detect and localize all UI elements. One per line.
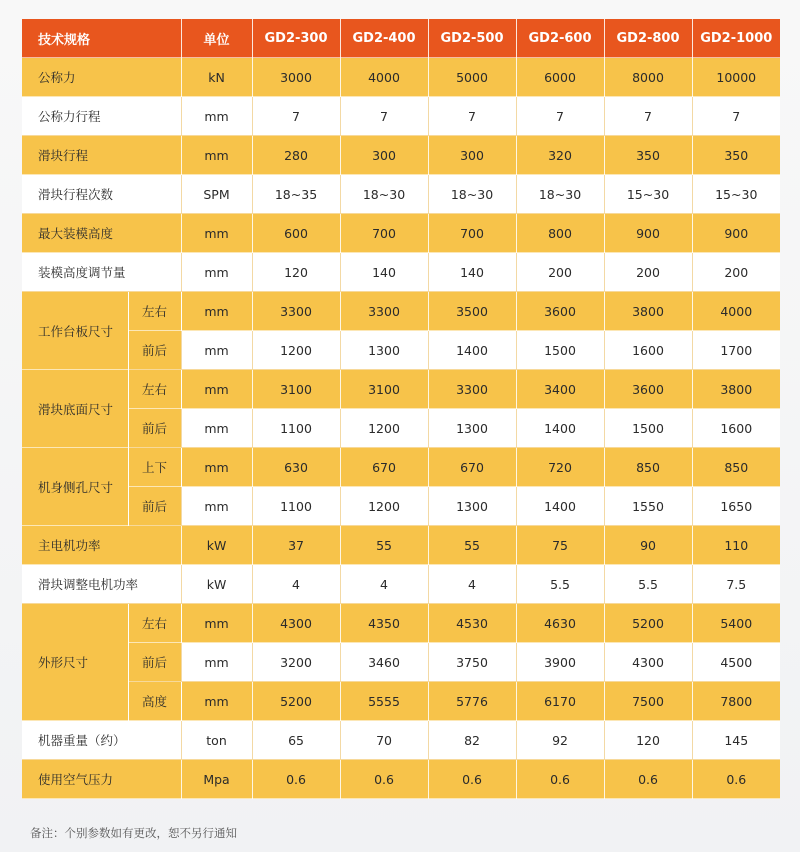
table-row: [22, 175, 780, 214]
value-cell: 3460: [340, 643, 428, 682]
value-cell: 3200: [252, 643, 340, 682]
row-unit: mm: [181, 292, 252, 331]
value-cell: 1500: [604, 409, 692, 448]
row-label: 使用空气压力: [22, 760, 181, 799]
value-cell: 1650: [692, 487, 780, 526]
row-unit: mm: [181, 253, 252, 292]
value-cell: 320: [516, 136, 604, 175]
row-unit: mm: [181, 331, 252, 370]
value-cell: 3600: [516, 292, 604, 331]
value-cell: 145: [692, 721, 780, 760]
row-label: 机器重量（约）: [22, 721, 181, 760]
value-cell: 4530: [428, 604, 516, 643]
row-label: 公称力行程: [22, 97, 181, 136]
value-cell: 1300: [428, 487, 516, 526]
table-row: [22, 409, 780, 448]
table-row: [22, 292, 780, 331]
value-cell: 670: [340, 448, 428, 487]
sub-label: 上下: [128, 448, 181, 487]
row-unit: kW: [181, 565, 252, 604]
value-cell: 7: [516, 97, 604, 136]
sub-label: 左右: [128, 604, 181, 643]
table-row: [22, 721, 780, 760]
footnote: 备注：个别参数如有更改，恕不另行通知: [30, 826, 237, 840]
value-cell: 15~30: [604, 175, 692, 214]
value-cell: 1600: [604, 331, 692, 370]
group-label: 工作台板尺寸: [22, 292, 128, 370]
value-cell: 4300: [252, 604, 340, 643]
row-unit: mm: [181, 487, 252, 526]
value-cell: 350: [692, 136, 780, 175]
sub-label: 高度: [128, 682, 181, 721]
value-cell: 5400: [692, 604, 780, 643]
row-unit: mm: [181, 448, 252, 487]
value-cell: 4630: [516, 604, 604, 643]
sub-label: 左右: [128, 370, 181, 409]
header-model: GD2-300: [252, 19, 340, 58]
table-row: [22, 487, 780, 526]
value-cell: 850: [604, 448, 692, 487]
table-row: [22, 565, 780, 604]
value-cell: 350: [604, 136, 692, 175]
value-cell: 6000: [516, 58, 604, 97]
header-unit: 单位: [181, 19, 252, 58]
sub-label: 前后: [128, 331, 181, 370]
value-cell: 37: [252, 526, 340, 565]
value-cell: 720: [516, 448, 604, 487]
row-unit: mm: [181, 604, 252, 643]
value-cell: 6170: [516, 682, 604, 721]
row-unit: mm: [181, 682, 252, 721]
row-label: 滑块行程次数: [22, 175, 181, 214]
value-cell: 4300: [604, 643, 692, 682]
value-cell: 18~30: [516, 175, 604, 214]
value-cell: 140: [340, 253, 428, 292]
value-cell: 15~30: [692, 175, 780, 214]
value-cell: 92: [516, 721, 604, 760]
value-cell: 0.6: [340, 760, 428, 799]
header-model: GD2-400: [340, 19, 428, 58]
sub-label: 前后: [128, 487, 181, 526]
value-cell: 0.6: [692, 760, 780, 799]
value-cell: 70: [340, 721, 428, 760]
sub-label: 左右: [128, 292, 181, 331]
value-cell: 3600: [604, 370, 692, 409]
group-label: 机身侧孔尺寸: [22, 448, 128, 526]
value-cell: 1600: [692, 409, 780, 448]
row-label: 装模高度调节量: [22, 253, 181, 292]
value-cell: 120: [604, 721, 692, 760]
header-row: [22, 19, 780, 58]
group-label: 滑块底面尺寸: [22, 370, 128, 448]
value-cell: 1300: [340, 331, 428, 370]
value-cell: 0.6: [252, 760, 340, 799]
value-cell: 4: [340, 565, 428, 604]
value-cell: 7800: [692, 682, 780, 721]
value-cell: 1500: [516, 331, 604, 370]
table-row: [22, 331, 780, 370]
value-cell: 5.5: [604, 565, 692, 604]
value-cell: 4350: [340, 604, 428, 643]
value-cell: 5776: [428, 682, 516, 721]
value-cell: 75: [516, 526, 604, 565]
value-cell: 600: [252, 214, 340, 253]
value-cell: 3900: [516, 643, 604, 682]
row-unit: kW: [181, 526, 252, 565]
header-model: GD2-800: [604, 19, 692, 58]
table-row: [22, 604, 780, 643]
value-cell: 7500: [604, 682, 692, 721]
value-cell: 0.6: [428, 760, 516, 799]
value-cell: 7: [340, 97, 428, 136]
value-cell: 55: [428, 526, 516, 565]
table-row: [22, 97, 780, 136]
value-cell: 1400: [516, 409, 604, 448]
value-cell: 700: [428, 214, 516, 253]
row-unit: mm: [181, 370, 252, 409]
value-cell: 900: [604, 214, 692, 253]
table-row: [22, 253, 780, 292]
value-cell: 5200: [604, 604, 692, 643]
row-unit: mm: [181, 409, 252, 448]
value-cell: 1200: [252, 331, 340, 370]
value-cell: 5.5: [516, 565, 604, 604]
row-unit: ton: [181, 721, 252, 760]
value-cell: 5555: [340, 682, 428, 721]
table-row: [22, 214, 780, 253]
value-cell: 1100: [252, 487, 340, 526]
value-cell: 3100: [252, 370, 340, 409]
value-cell: 3100: [340, 370, 428, 409]
sub-label: 前后: [128, 409, 181, 448]
header-model: GD2-600: [516, 19, 604, 58]
row-unit: mm: [181, 136, 252, 175]
table-row: [22, 448, 780, 487]
value-cell: 900: [692, 214, 780, 253]
value-cell: 3300: [428, 370, 516, 409]
value-cell: 850: [692, 448, 780, 487]
value-cell: 3500: [428, 292, 516, 331]
value-cell: 300: [428, 136, 516, 175]
value-cell: 800: [516, 214, 604, 253]
sub-label: 前后: [128, 643, 181, 682]
value-cell: 4000: [692, 292, 780, 331]
value-cell: 4: [252, 565, 340, 604]
row-unit: Mpa: [181, 760, 252, 799]
header-spec: 技术规格: [22, 19, 181, 58]
table-row: [22, 58, 780, 97]
header-model: GD2-1000: [692, 19, 780, 58]
value-cell: 300: [340, 136, 428, 175]
row-label: 公称力: [22, 58, 181, 97]
table-row: [22, 526, 780, 565]
value-cell: 3400: [516, 370, 604, 409]
value-cell: 4000: [340, 58, 428, 97]
group-label: 外形尺寸: [22, 604, 128, 721]
row-label: 滑块行程: [22, 136, 181, 175]
row-unit: kN: [181, 58, 252, 97]
value-cell: 7.5: [692, 565, 780, 604]
value-cell: 65: [252, 721, 340, 760]
value-cell: 18~30: [428, 175, 516, 214]
value-cell: 0.6: [604, 760, 692, 799]
value-cell: 200: [692, 253, 780, 292]
table-row: [22, 643, 780, 682]
table-row: [22, 682, 780, 721]
value-cell: 55: [340, 526, 428, 565]
value-cell: 200: [604, 253, 692, 292]
value-cell: 5000: [428, 58, 516, 97]
row-label: 滑块调整电机功率: [22, 565, 181, 604]
value-cell: 90: [604, 526, 692, 565]
value-cell: 4: [428, 565, 516, 604]
value-cell: 8000: [604, 58, 692, 97]
value-cell: 3800: [692, 370, 780, 409]
value-cell: 1300: [428, 409, 516, 448]
value-cell: 200: [516, 253, 604, 292]
row-unit: SPM: [181, 175, 252, 214]
header-model: GD2-500: [428, 19, 516, 58]
value-cell: 7: [692, 97, 780, 136]
value-cell: 10000: [692, 58, 780, 97]
value-cell: 82: [428, 721, 516, 760]
value-cell: 1550: [604, 487, 692, 526]
value-cell: 1200: [340, 487, 428, 526]
value-cell: 3300: [340, 292, 428, 331]
table-row: [22, 370, 780, 409]
value-cell: 3750: [428, 643, 516, 682]
value-cell: 18~30: [340, 175, 428, 214]
value-cell: 4500: [692, 643, 780, 682]
value-cell: 3000: [252, 58, 340, 97]
row-unit: mm: [181, 214, 252, 253]
value-cell: 700: [340, 214, 428, 253]
value-cell: 7: [604, 97, 692, 136]
value-cell: 3800: [604, 292, 692, 331]
row-unit: mm: [181, 97, 252, 136]
table-row: [22, 136, 780, 175]
value-cell: 280: [252, 136, 340, 175]
row-label: 最大装模高度: [22, 214, 181, 253]
value-cell: 120: [252, 253, 340, 292]
value-cell: 1400: [516, 487, 604, 526]
value-cell: 1400: [428, 331, 516, 370]
value-cell: 1100: [252, 409, 340, 448]
spec-table: [22, 19, 780, 799]
value-cell: 3300: [252, 292, 340, 331]
value-cell: 7: [252, 97, 340, 136]
value-cell: 110: [692, 526, 780, 565]
row-unit: mm: [181, 643, 252, 682]
value-cell: 5200: [252, 682, 340, 721]
value-cell: 18~35: [252, 175, 340, 214]
value-cell: 1200: [340, 409, 428, 448]
value-cell: 140: [428, 253, 516, 292]
value-cell: 630: [252, 448, 340, 487]
value-cell: 1700: [692, 331, 780, 370]
value-cell: 7: [428, 97, 516, 136]
value-cell: 670: [428, 448, 516, 487]
row-label: 主电机功率: [22, 526, 181, 565]
table-row: [22, 760, 780, 799]
value-cell: 0.6: [516, 760, 604, 799]
